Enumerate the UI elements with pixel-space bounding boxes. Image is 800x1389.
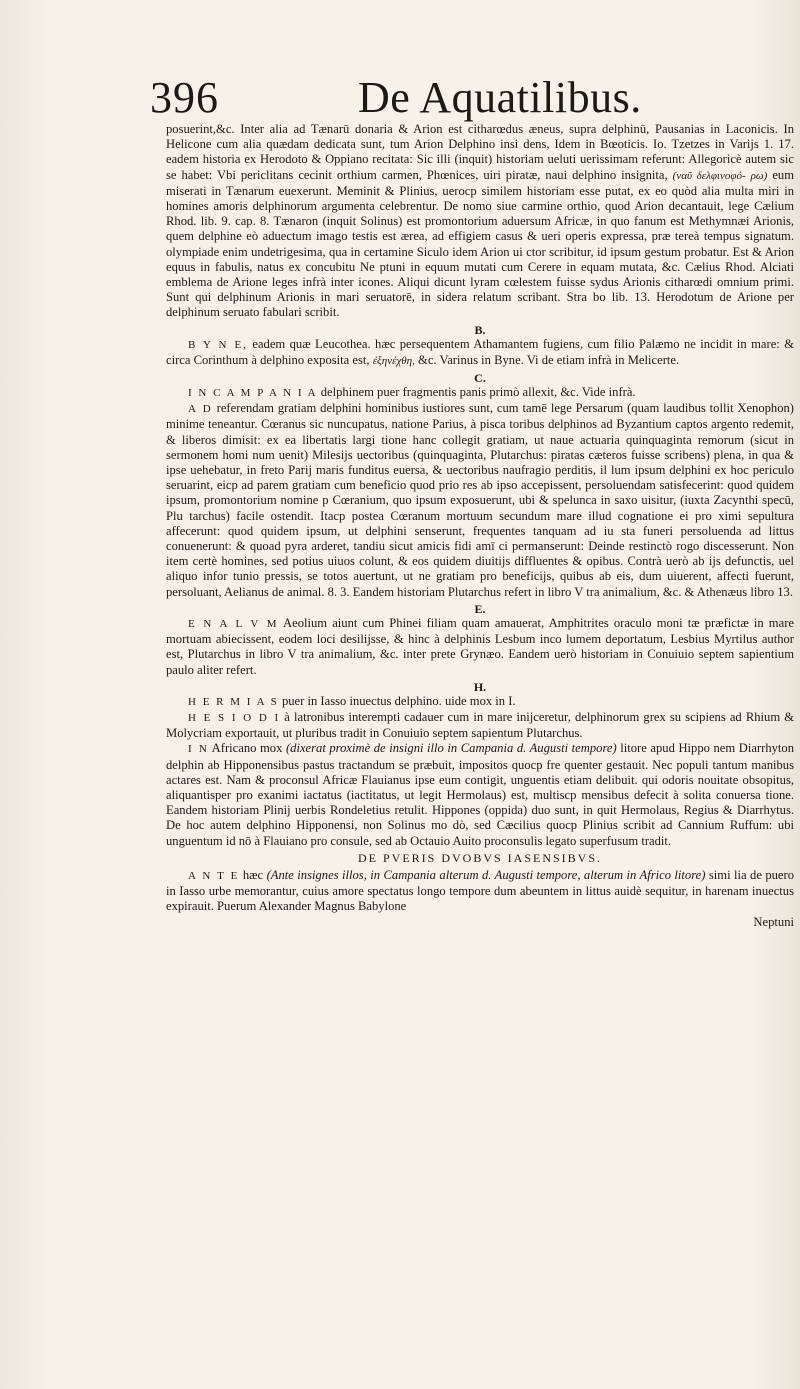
italic-aside-2: (Ante insignes illos, in Campania alterum d. Augusti tempore, alterum in Africo litore) (266, 867, 706, 882)
section-letter-b: B. (474, 322, 486, 337)
lemma-hermias: H E R M I A S (188, 695, 279, 708)
lemma-ad: A D (188, 403, 213, 416)
page-header (150, 72, 790, 128)
paragraph-hesiodi: H E S I O D I à latronibus interempti cadauer cum in mare inijceretur, delphinorum grex su scipiens ad Rhium & Molycriam exportauit, ut pluribus tradit in Conuiuio septem sapientum Plutarchus. (166, 709, 795, 741)
catchword: Neptuni (753, 914, 794, 929)
paragraph-campania: I N C A M P A N I A delphinem puer fragmentis panis primò allexit, &c. Vide infrà. (188, 385, 636, 400)
running-title: De Aquatilibus. (358, 73, 642, 122)
lemma-enalum: E N A L V M (188, 617, 279, 630)
greek-phrase: (ναῦ δελφινοφό- (672, 169, 746, 182)
lemma-hesiodi: H E S I O D I (188, 711, 281, 724)
section-letter-h: H. (473, 679, 487, 694)
subheading-pueri: DE PVERIS DVOBVS IASENSIBVS. (357, 850, 603, 865)
section-letter-c: C. (474, 371, 486, 386)
section-letter-e: E. (474, 601, 486, 616)
paragraph-hermias: H E R M I A S puer in Iasso inuectus delphino. uide mox in I. (188, 693, 516, 708)
paragraph-enalus: E N A L V M Aeolium aiunt cum Phinei filiam quam amauerat, Amphitrites oraculo moni tæ præfictæ in mare mortuam abiecissent, eodem loci desilijsse, & hinc à delphinis Lesbum inco lumem deportatum, Lesbius Myrtilus author est, Plutarchus in libro V tra animalium, &c. inter prete Grynæo. Eandem uerò historiam in Conuiuio septem sapientium paulo aliter refert. (166, 615, 794, 677)
main-text (166, 122, 794, 930)
greek-phrase-cont: ρω) (750, 169, 768, 182)
lemma-byne: B Y N E, (188, 338, 248, 351)
paragraph-iasso: A N T E hæc (Ante insignes illos, in Campania alterum d. Augusti tempore, alterum in Africo litore) simi lia de puero in Iasso urbe memorantur, cuius amore spectatus longo tempore dum abeuntem in littus auidè sequitur, in harenam inuectus expirauit. Puerum Alexander Magnus Babylone (166, 867, 795, 914)
paragraph-coeranus: A D referendam gratiam delphini hominibus iustiores sunt, cum tamē lege Persarum (quam laudibus tollit Xenophon) minime teneantur. Cœranus sic nuncupatus, natione Parius, à pisca toribus delphinos ad Byzantium captos argento redemit, & liberos dimisit: ex ea libertatis largi tione hanc collegit gratiam, ut naue actuaria quinquaginta remorum (sicut in sermonem homi num uenit) Milesijs uectoribus (quinquaginta, Plutarchus: piratas cæteros fuisse scribens) plena, in qua & ipse uehebatur, in freto Parij maris funditus euersa, & uectoribus naufragio perditis, il lum ipsum delphini ex hoc periculo seruarint, eicp ad parem gratiam cum beneficio quod prio res ab ipso accepissent, persoluendam satisfecerint: quod quidem ipsum, promontorium nomine p Cœranium, quo ipsum exposuerunt, ubi & spelunca in saxo uisitur, (iuxta Zacynthi specū, Plu tarchus) facile ostendit. Itacp postea Cœranum mortuum secundum mare illud cognatione ei pro ximi sepultura affecerunt: quod quidem ipsum, ut delphini senserunt, frequentes tanquam ad iu sta funeri persoluenda ad littus conuenerunt: & quoad pyra arderet, tandiu sicut amicis fidi amī ci permanserunt: Deinde restinctò rogo discesserunt. Non item certè homines, sed potius uiuos colunt, & eos quidem diuitijs diffluentes & opibus. Contrà uerò ab ijs defunctis, uel aliquo infor tunio pressis, se totos auertunt, ut ne gratiam pro beneficijs, quibus ab eis, dum uiuerent, affecti fuerunt, persoluant, Aelianus de animal. 8. 3. Eandem historiam Plutarchus refert in libro V tra animalium, &c. & Athenæus libro 13. (166, 401, 795, 599)
page-number: 396 (150, 73, 219, 122)
paragraph-hippo: I N Africano mox (dixerat proximè de insigni illo in Campania d. Augusti tempore) litore apud Hippo nem Diarrhyton delphin ab Hipponensibus pastus tractandum se præbuit, impositos quocp fre quenter gestauit. Nec populi tantum manibus actares est. Nam & proconsul Africæ Flauianus ipse eum contigit, unguentis etiam delibuit. qui odoris nouitate obsopitus, aliquantisper pro exanimi iactatus (iactitatus, ut legit Hermolaus) est, multiscp mensibus defecit à solita conuersa tione. Eandem historiam Plinij uerbis Rondeletius retulit. Hippones (oppida) duo sunt, in quit Hermolaus, Regius & Diarrhytus. De hoc autem delphino Hipponensi, non Solinus mo dò, sed Cæcilius quocp Plinius scribit ad Cannium Ruffum: ubi unguentum id nō à Flauiano pro consule, sed ab Octauio Auito proconsulis legato superfusum tradit. (166, 741, 794, 848)
lemma-campania: I N C A M P A N I A (188, 387, 318, 400)
paragraph-byne: B Y N E, eadem quæ Leucothea. hæc persequentem Athamantem fugiens, cum filio Palæmo ne incidit in mare: & circa Corinthum à delphino exposita est, ἐξηνέχθη, &c. Varinus in Byne. Vi de etiam infrà in Melicerte. (166, 336, 794, 367)
italic-aside: (dixerat proximè de insigni illo in Campania d. Augusti tempore) (285, 741, 617, 756)
greek-word: ἐξηνέχθη, (372, 354, 415, 367)
lemma-ante: A N T E (188, 869, 240, 882)
lemma-in: I N (188, 743, 209, 756)
paragraph-arion: posuerint,&c. Inter alia ad Tænarū donaria & Arion est citharœdus æneus, supra delphinū, Pausanias in Laconicis. In Helicone cum alia quædam dedicata sunt, tum Arion Delphino insi dens, Idem in Bœoticis. Io. Tzetzes in Varijs 1. 17. eadem historia ex Herodoto & Oppiano recitata: Sic illi (inquit) historiam ueluti uerissimam referunt: Allegoricè autem sic se habet: Vbi periclitans cecinit orthium carmen, Phœnices, uiri piratæ, naui delphino insignita, (ναῦ δελφινοφό- ρω) eum miserati in Tænarum euexerunt. Meminit & Plinius, uerocp similem historiam esse putat, ex eo quòd alia multa miri in homines amoris delphinorum argumenta celebrentur. De nomo siue carmine orthio, quod Arion decantauit, lege Cælium Rhod. lib. 9. cap. 8. Tænaron (inquit Solinus) est promontorium aduersum Africæ, in quo fanum est Methymnæi Arionis, quem delphine eò aduectum imago testis est ærea, ad effigiem casus & ueri operis expressa, præ tereà tempus signatum. olympiade enim undetrigesima, qua in certamine Siculo idem Arion ui ctor scribitur, id ipsum gestum probatur. Est & Arion equus in fabulis, natus ex concubitu Ne ptuni in equum mutati cum Cerere in equam mutata, &c. Cælius Rhod. Alciati emblema de Arione leges infrà inter icones. Aliqui dicunt lyram cœlestem fuisse sydus Arionis citharœdi omnium primi. Sunt qui delphinum Arionis in mari seruatorē, in sidera relatum scribant. Stra bo lib. 13. Herodotum de Arione per delphinum seruato fabulari scribit. (166, 122, 795, 320)
